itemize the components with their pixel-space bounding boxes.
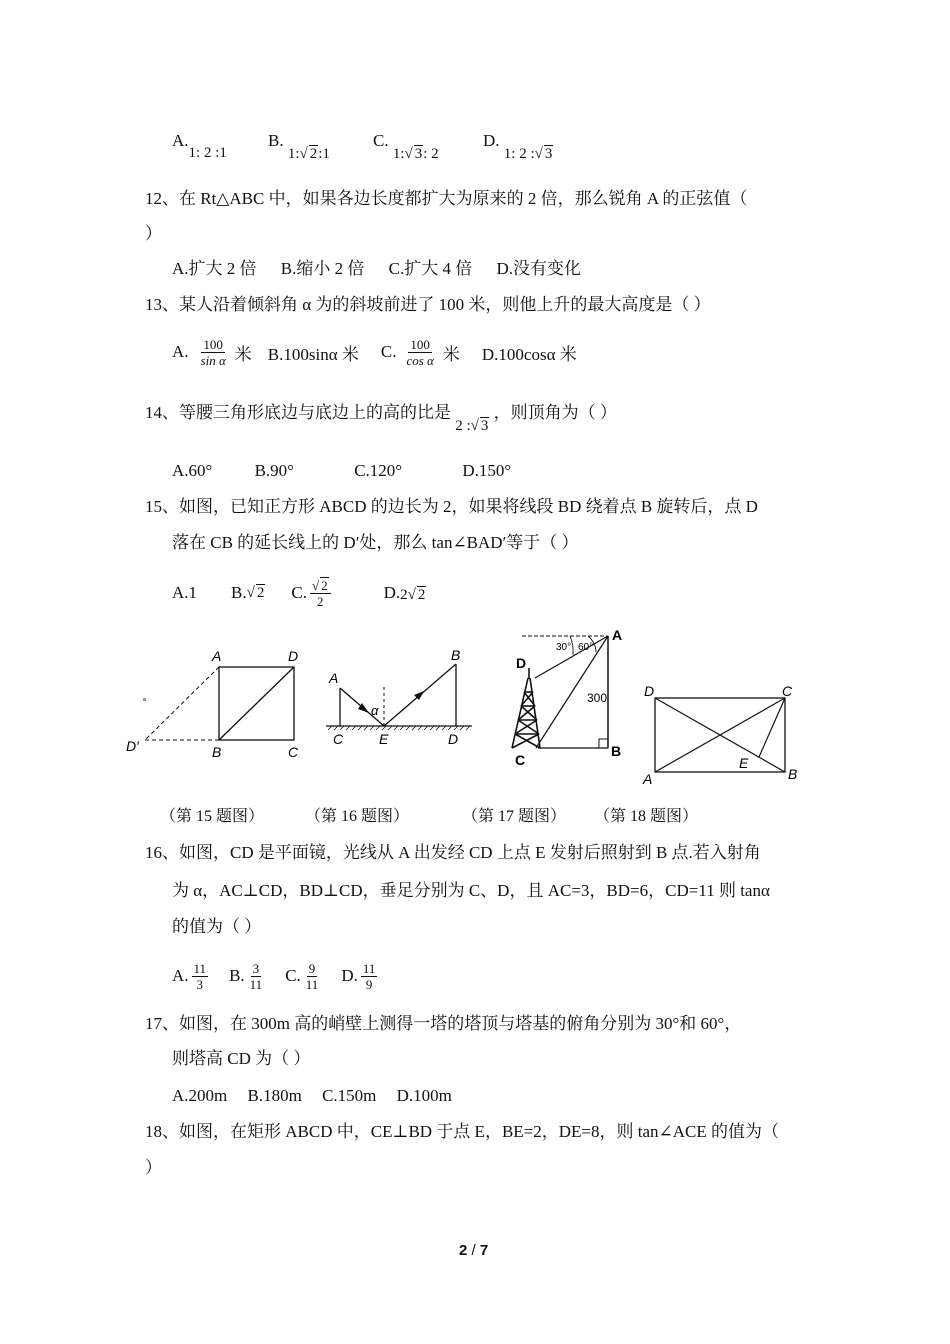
q11-option-b-pre: 1: <box>287 146 300 162</box>
figure-15 <box>126 648 299 760</box>
q11-option-d: D. 1: 2 :√ 3 <box>483 131 553 162</box>
page-current: 2 <box>459 1242 468 1259</box>
q12-stem-line1: 12、在 Rt△ABC 中，如果各边长度都扩大为原来的 2 倍，那么锐角 A 的正弦值（ <box>145 189 748 208</box>
q17-option-b: B.180m <box>247 1086 302 1105</box>
q13-option-c-unit: 米 <box>442 344 460 364</box>
fig15-diagonal-bd <box>219 667 294 740</box>
q18-stem-line2: ） <box>145 1158 162 1177</box>
q18-stem-line1: 18、如图，在矩形 ABCD 中，CE⊥BD 于点 E，BE=2，DE=8，则 tan∠ACE 的值为（ <box>145 1122 780 1141</box>
q11-option-b-post: :1 <box>318 146 330 162</box>
q13-option-d: D.100cosα 米 <box>481 344 577 364</box>
q16-option-c-fraction <box>304 961 321 992</box>
q11-option-c-post: : 2 <box>423 146 439 162</box>
q14-option-d: D.150° <box>462 461 512 480</box>
q17-stem-line1: 17、如图，在 300m 高的峭壁上测得一塔的塔顶与塔基的俯角分别为 30°和 60°， <box>145 1014 742 1033</box>
figures-row <box>0 620 950 800</box>
q11-option-a-label: A. <box>172 131 189 150</box>
q15-option-b-root: 2 <box>256 584 265 601</box>
q13-option-c-den: cos α <box>406 352 434 368</box>
q12-stem-line2: ） <box>145 224 162 243</box>
q11-option-c-root: 3 <box>414 146 423 162</box>
fig16-label-c: C <box>333 731 344 747</box>
q13-option-c-fraction <box>404 337 435 368</box>
q15-option-b-label: B. <box>231 583 247 602</box>
fig15-label-b: B <box>212 744 222 760</box>
q15-option-c-den: 2 <box>317 593 324 609</box>
q16-option-a-den: 3 <box>196 976 204 992</box>
q15-stem-line1: 15、如图，已知正方形 ABCD 的边长为 2，如果将线段 BD 绕着点 B 旋转后，点 D <box>145 497 758 516</box>
q17-options <box>172 1085 452 1107</box>
fig15-label-d: D <box>288 648 299 664</box>
fig15-label-c: C <box>288 744 299 760</box>
q15-option-b-value: √ 2 <box>246 584 265 601</box>
page-separator: / <box>471 1242 476 1259</box>
fig16-label-b: B <box>451 647 461 663</box>
fig16-label-a: A <box>329 670 339 686</box>
fig16-label-e: E <box>379 731 389 747</box>
fig17-sight-top <box>535 636 608 678</box>
q16-stem-line3: 的值为（ ） <box>172 917 262 936</box>
q17-option-a: A.200m <box>172 1086 228 1105</box>
q16-option-d-label: D. <box>341 966 358 985</box>
fig17-label-height: 300 <box>587 691 608 705</box>
fig16-label-d: D <box>448 731 459 747</box>
q16-stem-line1: 16、如图，CD 是平面镜，光线从 A 出发经 CD 上点 E 发射后照射到 B 点.若入射角 <box>145 843 761 862</box>
q13-options <box>172 330 577 374</box>
q15-option-d-root: 2 <box>417 586 426 603</box>
fig16-label-alpha: α <box>371 703 379 718</box>
q11-option-a-value: 1: 2 :1 <box>188 145 227 161</box>
q11-option-d-root: 3 <box>544 146 553 162</box>
q13-option-a-num: 100 <box>203 336 223 352</box>
q16-options <box>172 955 380 997</box>
fig15-dashed-ad <box>145 667 219 740</box>
q11-option-d-pre: 1: 2 : <box>503 146 535 162</box>
q11-option-b-label: B. <box>268 131 284 150</box>
q14-ratio-pre: 2 : <box>455 418 471 434</box>
fig17-label-angle-30: 30° <box>556 642 572 653</box>
q16-option-b-den: 11 <box>249 976 263 992</box>
q11-option-c-pre: 1: <box>392 146 405 162</box>
q12-options <box>172 258 581 280</box>
q17-stem-line2: 则塔高 CD 为（ ） <box>172 1049 311 1068</box>
fig18-label-c: C <box>782 683 793 699</box>
q15-option-d-coef: 2 <box>400 586 408 603</box>
q15-option-d-label: D. <box>383 583 401 602</box>
fig15-speck <box>143 698 146 701</box>
fig18-segment-ce <box>759 698 785 757</box>
q16-stem-line2: 为 α，AC⊥CD，BD⊥CD，垂足分别为 C、D，且 AC=3，BD=6，CD=11 则 tanα <box>172 881 770 900</box>
q17-option-d: D.100m <box>396 1086 452 1105</box>
q16-option-b-fraction <box>248 961 265 992</box>
q16-option-a-num: 11 <box>193 960 207 976</box>
q15-option-c-label: C. <box>291 583 307 602</box>
q11-option-c: C. 1:√ 3: 2 <box>373 131 439 162</box>
q13-option-a-label: A. <box>172 342 189 361</box>
q13-option-a-den: sin α <box>200 352 226 368</box>
q13-option-a-unit: 米 <box>234 344 252 364</box>
q11-option-d-label: D. <box>483 131 500 150</box>
q16-option-a-label: A. <box>172 966 189 985</box>
q14-option-a: A.60° <box>172 461 213 480</box>
q12-option-c: C.扩大 4 倍 <box>388 259 473 278</box>
q12-option-a: A.扩大 2 倍 <box>172 259 257 278</box>
q16-option-c-num: 9 <box>308 960 316 976</box>
q14-stem-pre: 14、等腰三角形底边与底边上的高的比是 <box>145 403 451 422</box>
q14-stem-post: ，则顶角为（ ） <box>493 403 617 422</box>
q15-option-a: A.1 <box>172 583 198 602</box>
caption-fig15: （第 15 题图） <box>160 808 265 825</box>
figure-18 <box>642 683 797 787</box>
q15-options <box>172 570 426 616</box>
q16-option-d-den: 9 <box>365 976 373 992</box>
fig17-label-d: D <box>516 655 527 671</box>
q15-option-c-fraction <box>310 578 331 609</box>
q14-options <box>172 460 511 482</box>
q14-ratio-root: 3 <box>480 418 489 434</box>
q16-option-d-num: 11 <box>362 960 376 976</box>
fig17-label-a: A <box>612 627 623 643</box>
q16-option-a-fraction <box>192 961 209 992</box>
q17-option-c: C.150m <box>322 1086 377 1105</box>
fig17-label-b: B <box>611 743 622 759</box>
page-total: 7 <box>479 1242 489 1259</box>
fig15-label-dprime: D′ <box>126 738 139 754</box>
page-number <box>459 1242 488 1259</box>
q11-option-c-label: C. <box>373 131 389 150</box>
q14-option-b: B.90° <box>254 461 294 480</box>
figure-16 <box>326 647 472 747</box>
fig17-label-c: C <box>515 752 526 768</box>
q14-stem: 14、等腰三角形底边与底边上的高的比是 2 :√ 3 ，则顶角为（ ） <box>145 403 617 434</box>
q11-options <box>172 130 227 164</box>
caption-fig17: （第 17 题图） <box>462 808 567 825</box>
q14-option-c: C.120° <box>354 461 403 480</box>
q15-option-c-root: 2 <box>321 577 328 593</box>
fig18-label-b: B <box>788 766 798 782</box>
q15-stem-line2: 落在 CB 的延长线上的 D′处，那么 tan∠BAD′等于（ ） <box>172 533 579 552</box>
caption-fig18: （第 18 题图） <box>594 808 699 825</box>
fig18-label-a: A <box>643 771 653 787</box>
fig17-right-angle <box>599 739 608 748</box>
q16-option-c-label: C. <box>285 966 301 985</box>
q13-option-c-label: C. <box>380 342 397 361</box>
q13-stem: 13、某人沿着倾斜角 α 为的斜坡前进了 100 米，则他上升的最大高度是（ ） <box>145 295 711 314</box>
q16-option-b-num: 3 <box>252 960 260 976</box>
fig17-label-angle-60: 60° <box>578 642 594 653</box>
fig18-label-e: E <box>739 755 749 771</box>
figure-17 <box>512 627 622 768</box>
fig18-label-d: D <box>644 683 655 699</box>
q12-option-d: D.没有变化 <box>496 259 581 278</box>
q16-option-d-fraction <box>361 961 378 992</box>
q13-option-c-num: 100 <box>410 336 430 352</box>
q11-option-b-root: 2 <box>309 146 318 162</box>
q15-option-c-num: √ 2 <box>310 578 331 594</box>
q16-option-b-label: B. <box>229 966 245 985</box>
q16-option-c-den: 11 <box>305 976 319 992</box>
q15-option-d-value: 2√ 2 <box>400 586 426 603</box>
fig17-tower <box>512 678 540 748</box>
q13-option-b: B.100sinα 米 <box>267 344 359 364</box>
fig15-label-a: A <box>212 648 222 664</box>
q13-option-a-fraction <box>199 337 228 368</box>
caption-fig16: （第 16 题图） <box>305 808 410 825</box>
q12-option-b: B.缩小 2 倍 <box>280 259 365 278</box>
q11-option-b: B. 1:√ 2:1 <box>268 131 330 162</box>
